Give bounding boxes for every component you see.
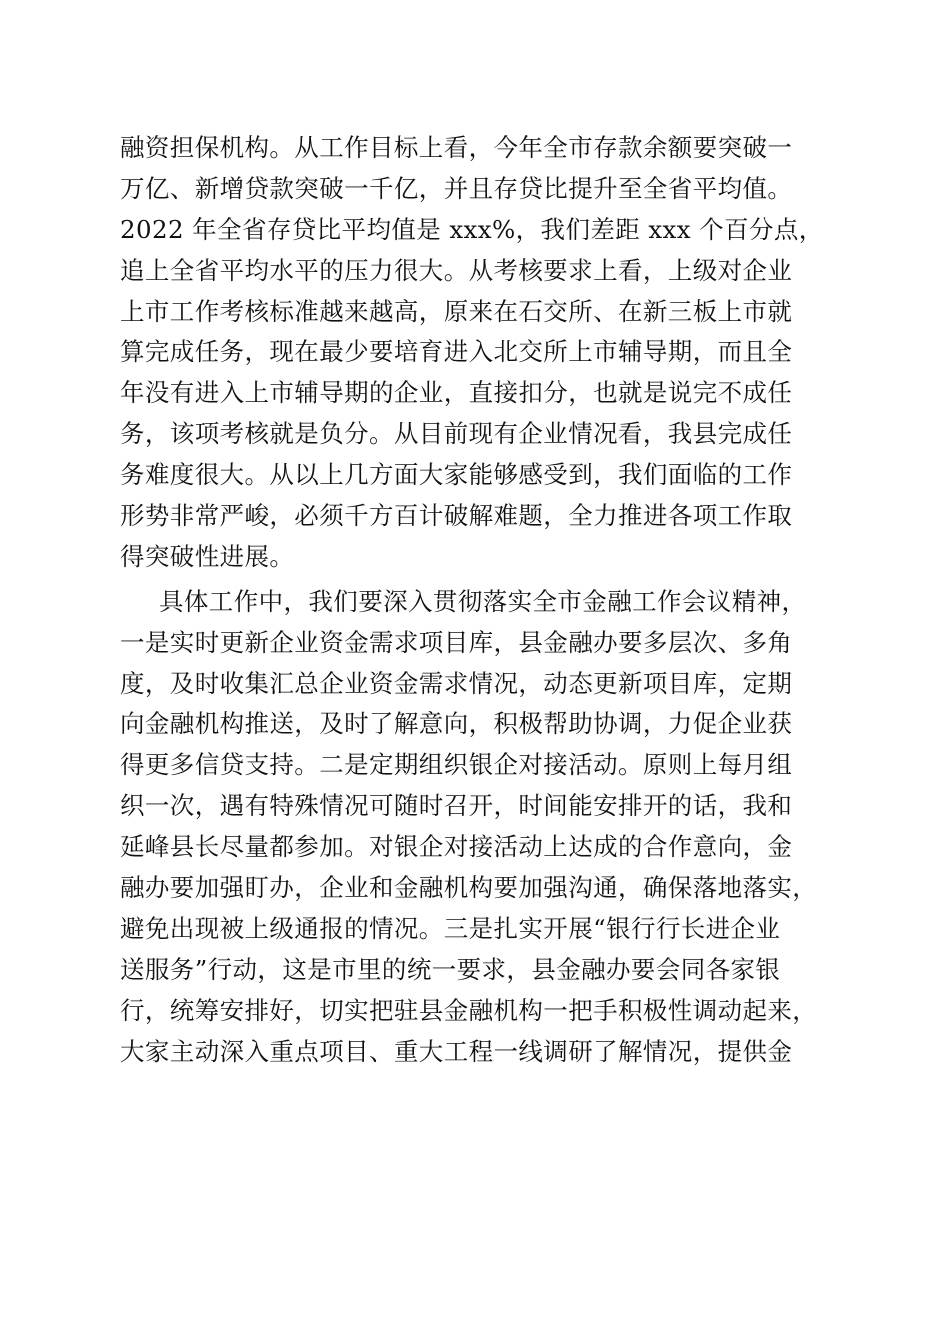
text-line: 务难度很大。从以上几方面大家能够感受到，我们面临的工作: [120, 460, 793, 490]
text-line: 一是实时更新企业资金需求项目库，县金融办要多层次、多角: [120, 627, 793, 657]
text-line: 追上全省平均水平的压力很大。从考核要求上看，上级对企业: [120, 255, 793, 285]
text-line: 2022 年全省存贷比平均值是 xxx%，我们差距 xxx 个百分点，: [120, 214, 824, 244]
text-line: 得更多信贷支持。二是定期组织银企对接活动。原则上每月组: [120, 750, 793, 780]
text-line: 向金融机构推送，及时了解意向，积极帮助协调，力促企业获: [120, 709, 793, 739]
text-line: 避免出现被上级通报的情况。三是扎实开展“银行行长进企业: [120, 913, 781, 943]
text-line: 务，该项考核就是负分。从目前现有企业情况看，我县完成任: [120, 419, 793, 449]
text-line: 算完成任务，现在最少要培育进入北交所上市辅导期，而且全: [120, 337, 793, 367]
text-line: 大家主动深入重点项目、重大工程一线调研了解情况，提供金: [120, 1036, 793, 1066]
document-body: [120, 128, 825, 1072]
text-line: 具体工作中，我们要深入贯彻落实全市金融工作会议精神，: [159, 586, 807, 616]
text-line: 得突破性进展。: [120, 541, 295, 571]
text-line: 织一次，遇有特殊情况可随时召开，时间能安排开的话，我和: [120, 791, 793, 821]
paragraph-1: [120, 128, 825, 578]
text-line: 融办要加强盯办，企业和金融机构要加强沟通，确保落地落实，: [120, 873, 818, 903]
text-line: 年没有进入上市辅导期的企业，直接扣分，也就是说完不成任: [120, 378, 793, 408]
text-line: 万亿、新增贷款突破一千亿，并且存贷比提升至全省平均值。: [120, 173, 793, 203]
text-line: 度，及时收集汇总企业资金需求情况，动态更新项目库，定期: [120, 668, 793, 698]
text-line: 行，统筹安排好，切实把驻县金融机构一把手积极性调动起来，: [120, 995, 818, 1025]
text-line: 融资担保机构。从工作目标上看，今年全市存款余额要突破一: [120, 133, 793, 162]
text-line: 形势非常严峻，必须千方百计破解难题，全力推进各项工作取: [120, 501, 793, 531]
text-line: 延峰县长尽量都参加。对银企对接活动上达成的合作意向，金: [120, 832, 793, 862]
text-line: 送服务”行动，这是市里的统一要求，县金融办要会同各家银: [120, 954, 781, 984]
text-line: 上市工作考核标准越来越高，原来在石交所、在新三板上市就: [120, 296, 793, 326]
paragraph-2: [120, 582, 825, 1073]
